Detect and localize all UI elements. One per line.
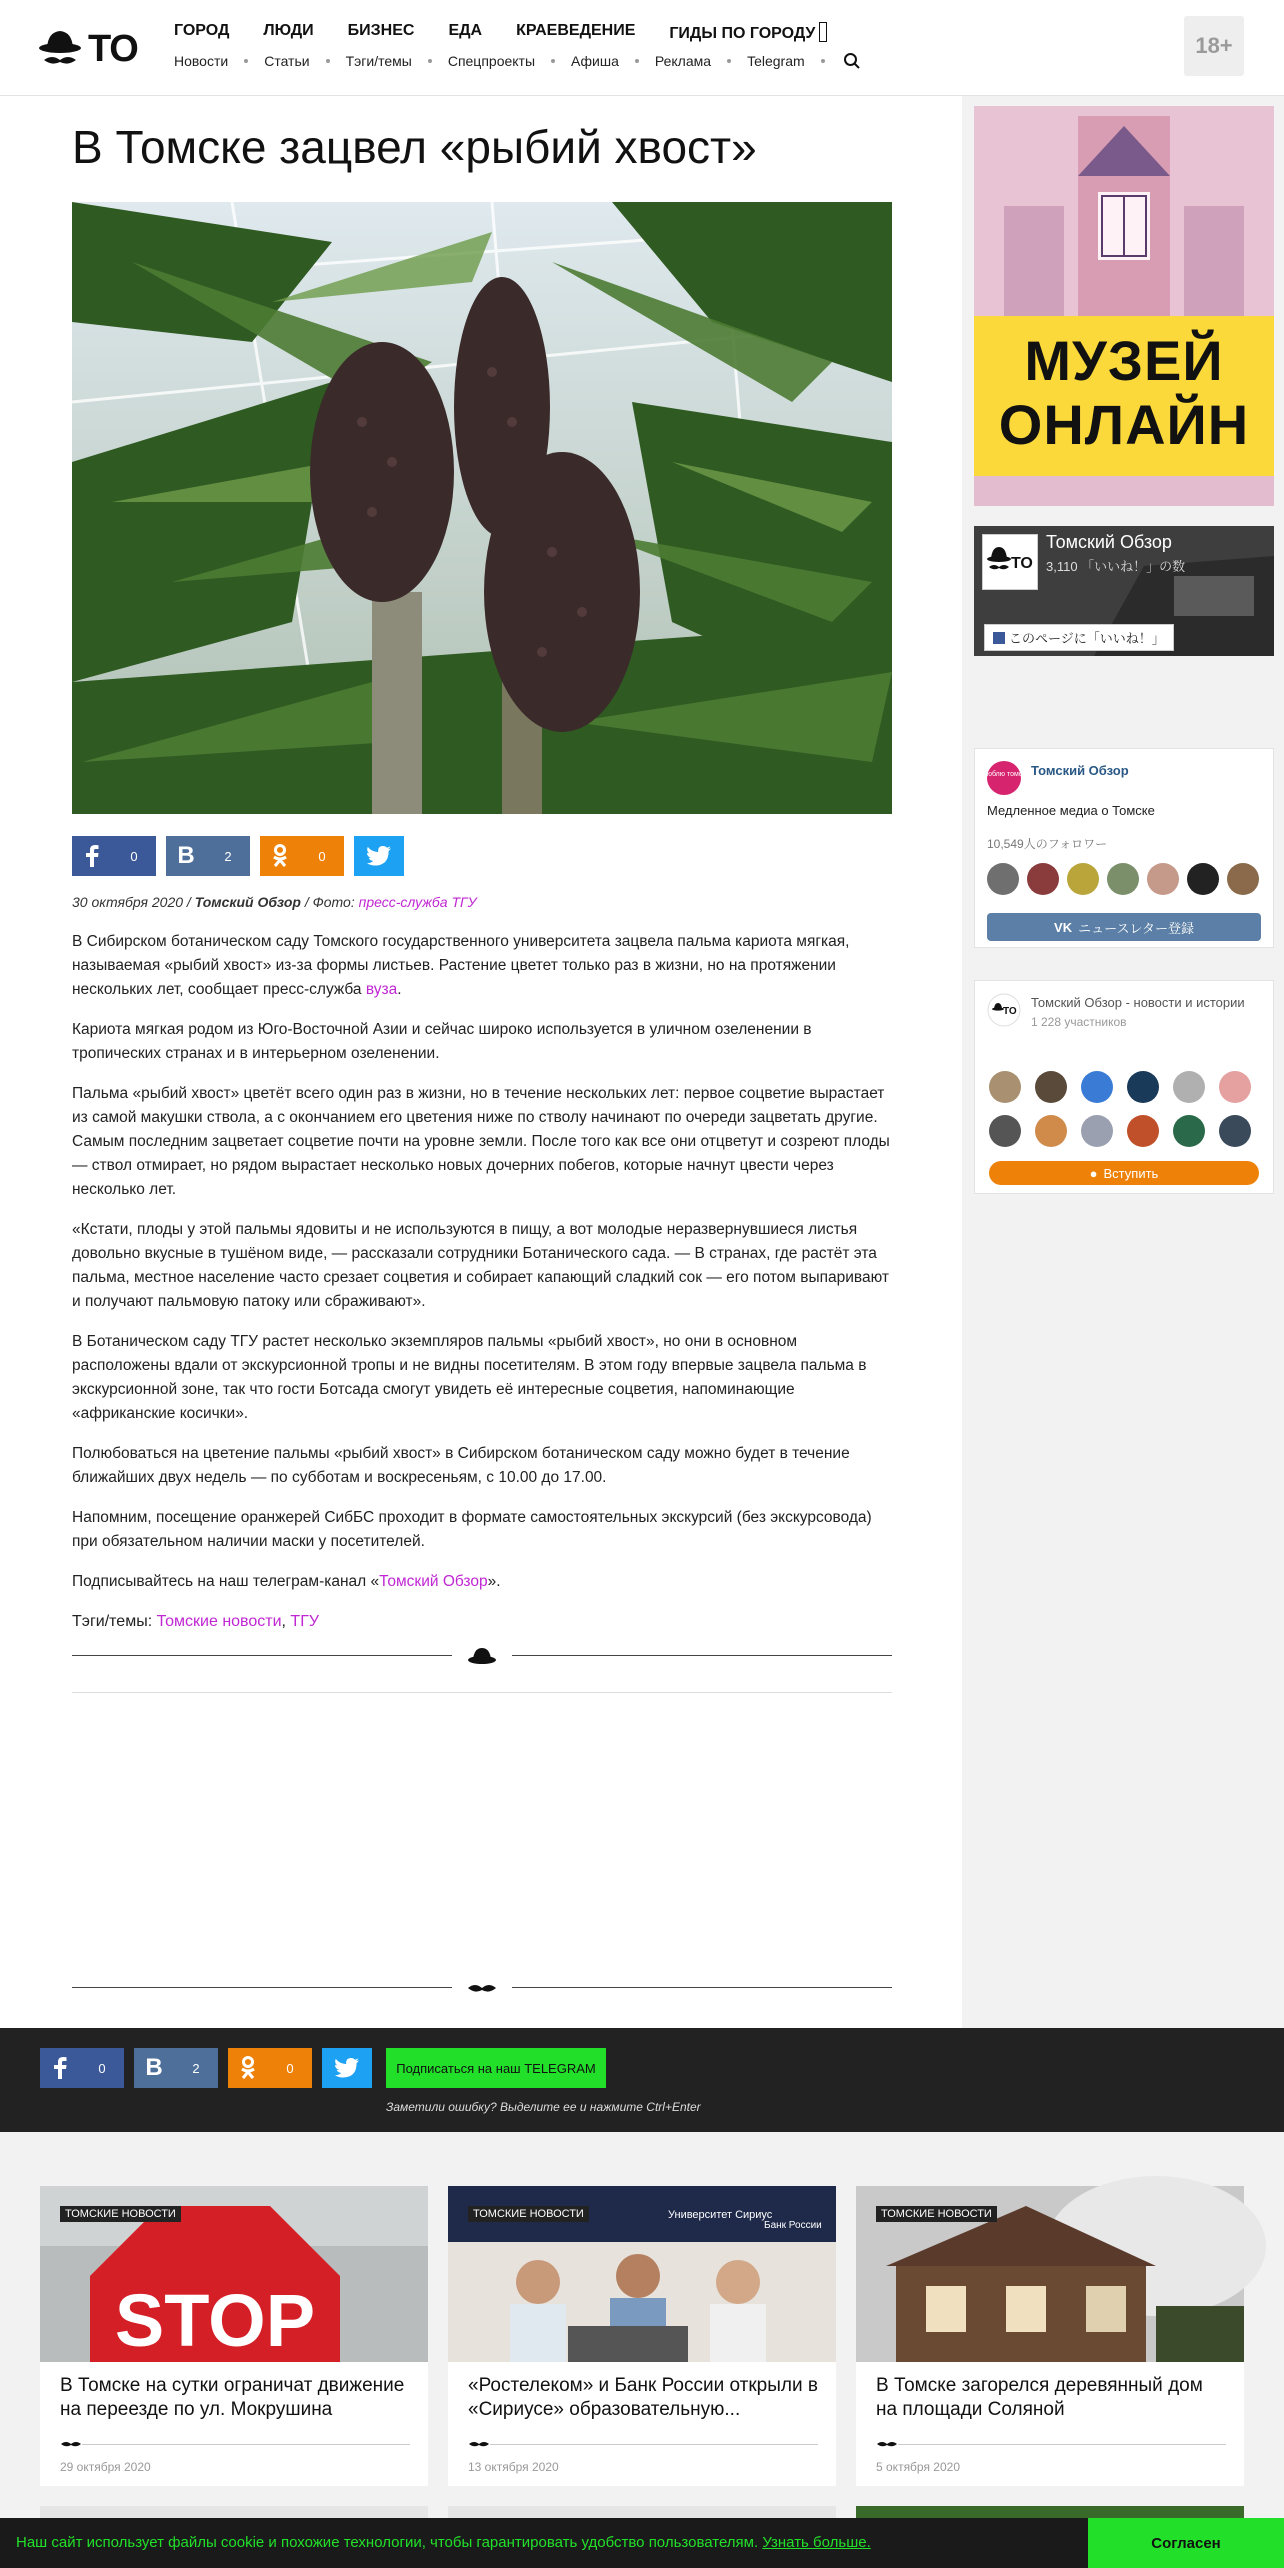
- avatar[interactable]: [1227, 863, 1259, 895]
- nav-dot: [244, 59, 248, 63]
- avatar[interactable]: [989, 1071, 1021, 1103]
- avatar[interactable]: [1173, 1115, 1205, 1147]
- paragraph-8: [72, 1570, 892, 1594]
- site-logo[interactable]: [38, 26, 138, 72]
- paragraph-7: Напомним, посещение оранжерей СибБС проходит в формате самостоятельных экскурсий (без экскурсовода) при обязательном наличии маски у посетителей.: [72, 1509, 872, 1550]
- brand-bank: Банк России: [764, 2220, 822, 2231]
- related-title-3[interactable]: В Томске загорелся деревянный дом на площади Соляной: [876, 2375, 1203, 2420]
- share-footer-bar: [0, 2028, 1284, 2132]
- odnoklassniki-icon: [228, 2048, 268, 2088]
- nav-dot: [326, 59, 330, 63]
- vk-group-widget: [974, 748, 1274, 948]
- related-label-2: ТОМСКИЕ НОВОСТИ: [468, 2206, 589, 2222]
- avatar[interactable]: [1081, 1115, 1113, 1147]
- article-date: 30 октября 2020: [72, 894, 184, 910]
- avatar[interactable]: [1187, 863, 1219, 895]
- nav-dot: [727, 59, 731, 63]
- divider: [468, 2444, 818, 2445]
- ok-member-avatars-row2: [989, 1115, 1251, 1147]
- stop-text: STOP: [114, 2279, 316, 2362]
- related-card-2[interactable]: [448, 2186, 836, 2486]
- mustache-separator: [72, 1976, 892, 2000]
- nav-dot: [428, 59, 432, 63]
- museum-line-1: МУЗЕЙ: [1024, 329, 1224, 392]
- sub-nav: [174, 52, 861, 70]
- avatar[interactable]: [1081, 1071, 1113, 1103]
- vk-count: 2: [192, 2060, 200, 2076]
- share-vk-button[interactable]: [166, 836, 250, 876]
- nav-lyudi[interactable]: ЛЮДИ: [263, 22, 314, 39]
- share-buttons: [72, 836, 404, 876]
- vk-subscribe-button[interactable]: [987, 913, 1261, 941]
- footer-share-vk-button[interactable]: [134, 2048, 218, 2088]
- mustache-icon: [60, 2438, 82, 2450]
- nav-biznes[interactable]: БИЗНЕС: [347, 22, 415, 39]
- paragraph-1: В Сибирском ботаническом саду Томского государственного университета зацвела пальма кариота мягкая, называемая «рыбий хвост» из-за формы листьев. Растение цветет только раз в жизни, но на протяжении нескольких лет, сообщает пресс-служба вуза.: [72, 933, 850, 998]
- ok-member-avatars-row1: [989, 1071, 1251, 1103]
- nav-tegi[interactable]: Тэги/темы: [345, 53, 412, 69]
- vk-group-desc: Медленное медиа о Томске: [987, 803, 1155, 818]
- facebook-count: 0: [98, 2060, 106, 2076]
- photo-source-link[interactable]: пресс-служба ТГУ: [358, 894, 477, 910]
- p8-text: Подписывайтесь на наш телеграм-канал «: [72, 1573, 380, 1590]
- nav-reklama[interactable]: Реклама: [654, 53, 712, 69]
- vk-subscribe-label: ニュースレター登録: [1078, 920, 1194, 936]
- avatar[interactable]: [1035, 1115, 1067, 1147]
- related-label-3: ТОМСКИЕ НОВОСТИ: [876, 2206, 997, 2222]
- vk-group-logo[interactable]: [982, 761, 1026, 795]
- cookie-agree-button[interactable]: Согласен: [1088, 2518, 1284, 2568]
- vk-icon: B: [145, 2054, 163, 2081]
- article-hero-image: [72, 202, 892, 814]
- nav-specproekty[interactable]: Спецпроекты: [447, 53, 536, 69]
- search-icon[interactable]: [843, 52, 861, 70]
- nav-gidy-label: ГИДЫ ПО ГОРОДУ: [669, 25, 816, 42]
- avatar[interactable]: [1219, 1071, 1251, 1103]
- main-nav: [174, 22, 827, 43]
- paragraph-4: «Кстати, плоды у этой пальмы ядовиты и не используются в пищу, а вот молодые неразвернувшиеся листья довольно вкусные в тушёном виде, — рассказали сотрудники Ботанического сада. — В странах, где растёт эта пальма, местное население часто срезает соцветия и собирает капающий сладкий сок — его потом выпаривают и получают пальмовую патоку или сбраживают».: [72, 1221, 889, 1310]
- ok-group-logo[interactable]: [987, 993, 1021, 1027]
- mustache-icon: [467, 1976, 497, 2000]
- ok-count: 0: [286, 2060, 294, 2076]
- article-title: В Томске зацвел «рыбий хвост»: [72, 121, 757, 173]
- cookie-text-wrap: [16, 2534, 871, 2551]
- cookie-learn-more-link[interactable]: Узнать больше.: [762, 2534, 871, 2551]
- logo-text: ТО: [88, 28, 138, 70]
- bracket-icon: [819, 22, 827, 42]
- facebook-icon: [72, 836, 112, 876]
- divider: [876, 2444, 1226, 2445]
- ok-group-widget: [974, 980, 1274, 1194]
- avatar[interactable]: [987, 863, 1019, 895]
- article-meta: 30 октября 2020 / Томский Обзор / Фото: пресс-служба ТГУ: [72, 894, 477, 910]
- p1-text: В Сибирском ботаническом саду Томского государственного университета зацвела пальма кариота мягкая, называемая «рыбий хвост» из-за формы листьев. Растение цветет только раз в жизни, но на протяжении нескольких лет, сообщает пресс-служба: [72, 933, 850, 998]
- nav-gidy[interactable]: [669, 22, 827, 43]
- avatar[interactable]: [989, 1115, 1021, 1147]
- hat-separator: [72, 1644, 892, 1668]
- divider: [72, 1692, 892, 1693]
- paragraph-2: Кариота мягкая родом из Юго-Восточной Азии и сейчас широко используется в уличном озеленении в тропических странах и в интерьерном озеленении.: [72, 1021, 812, 1062]
- nav-kraevedenie[interactable]: КРАЕВЕДЕНИЕ: [516, 22, 636, 39]
- footer-share-twitter-button[interactable]: [322, 2048, 372, 2088]
- related-title-1[interactable]: В Томске на сутки ограничат движение на переезде по ул. Мокрушина: [60, 2375, 405, 2420]
- paragraph-3: Пальма «рыбий хвост» цветёт всего один раз в жизни, но в течение нескольких лет: первое соцветие вырастает из самой макушки ствола, а с окончанием его цветения ниже по стволу начинают по очереди зацветать другие. Самым последним зацветает соцветие почти на уровне земли. После того как все они отцветут и созреют плоды — ствол отмирает, но рядом вырастает несколько новых дочерних побегов, которые начнут цвести через несколько лет.: [72, 1085, 890, 1198]
- avatar[interactable]: [1127, 1071, 1159, 1103]
- related-title-2[interactable]: «Ростелеком» и Банк России открыли в «Сириусе» образовательную...: [468, 2375, 818, 2420]
- vuz-link[interactable]: вуза: [365, 981, 398, 998]
- fb-like-icon: [993, 632, 1005, 644]
- ok-join-label: Вступить: [1103, 1165, 1159, 1181]
- share-facebook-button[interactable]: [72, 836, 156, 876]
- vk-logo-text: люблю томск: [982, 771, 1026, 778]
- footer-share-facebook-button[interactable]: [40, 2048, 124, 2088]
- telegram-subscribe-button[interactable]: Подписаться на наш TELEGRAM: [386, 2048, 606, 2088]
- museum-line-2: ОНЛАЙН: [998, 393, 1250, 456]
- avatar[interactable]: [1035, 1071, 1067, 1103]
- facebook-count: 0: [130, 848, 138, 864]
- telegram-channel-link[interactable]: Томский Обзор: [379, 1573, 488, 1590]
- related-label-1: ТОМСКИЕ НОВОСТИ: [60, 2206, 181, 2222]
- fb-page-name[interactable]: Томский Обзор: [1046, 532, 1172, 552]
- brand-sirius: Университет Сириус: [668, 2209, 773, 2221]
- nav-afisha[interactable]: Афиша: [571, 53, 619, 69]
- svg-text:ТО: ТО: [1011, 555, 1033, 572]
- fb-avatar: [982, 534, 1038, 590]
- footer-share-ok-button[interactable]: [228, 2048, 312, 2088]
- vk-icon: B: [177, 842, 195, 869]
- ok-group-name[interactable]: Томский Обзор - новости и истории: [1031, 995, 1245, 1010]
- ok-members: 1 228 участников: [1031, 1015, 1127, 1029]
- avatar[interactable]: [1127, 1115, 1159, 1147]
- facebook-icon: [40, 2048, 80, 2088]
- paragraph-6: Полюбоваться на цветение пальмы «рыбий хвост» в Сибирском ботаническом саду можно будет в течение ближайших двух недель — по субботам и воскресеньям, с 10.00 до 17.00.: [72, 1445, 850, 1486]
- cookie-text: Наш сайт использует файлы cookie и похожие технологии, чтобы гарантировать удобство пользователям.: [16, 2534, 763, 2551]
- share-twitter-button[interactable]: [354, 836, 404, 876]
- vk-group-name[interactable]: Томский Обзор: [1031, 763, 1129, 778]
- hat-mustache-logo-icon: [38, 26, 84, 72]
- site-header: [0, 0, 1284, 96]
- avatar[interactable]: [1173, 1071, 1205, 1103]
- related-date-1: 29 октября 2020: [60, 2460, 151, 2474]
- logo-hat-icon: [983, 535, 1037, 589]
- share-ok-button[interactable]: [260, 836, 344, 876]
- palm-photo: [72, 202, 892, 814]
- avatar[interactable]: [1219, 1115, 1251, 1147]
- nav-dot: [635, 59, 639, 63]
- museum-online-banner[interactable]: [974, 106, 1274, 506]
- sidebar: [962, 96, 1284, 2028]
- twitter-icon: [367, 846, 391, 866]
- twitter-icon: [335, 2058, 359, 2078]
- nav-telegram[interactable]: Telegram: [747, 53, 805, 69]
- hat-icon: [467, 1644, 497, 1668]
- related-date-3: 5 октября 2020: [876, 2460, 960, 2474]
- nav-gorod[interactable]: ГОРОД: [174, 22, 230, 39]
- photo-label: Фото:: [312, 894, 355, 910]
- vk-followers: 10,549人のフォロワー: [987, 837, 1108, 851]
- article-body: [72, 930, 892, 1634]
- paragraph-5: В Ботаническом саду ТГУ растет несколько экземпляров пальмы «рыбий хвост», но они в основном расположены вдали от экскурсионной тропы и не видны посетителям. В этом году впервые зацвела пальма в экскурсионной зоне, так что гости Ботсада смогут увидеть её интересные соцветия, напоминающие «африканские косички».: [72, 1333, 867, 1422]
- article-author[interactable]: Томский Обзор: [194, 894, 301, 910]
- related-card-3[interactable]: [856, 2186, 1244, 2486]
- error-report-hint: Заметили ошибку? Выделите ее и нажмите Ctrl+Enter: [386, 2100, 701, 2114]
- fb-like-count: 3,110 「いいね！」の数: [1046, 559, 1186, 574]
- vk-small-icon: VK: [1054, 919, 1073, 935]
- svg-text:ТО: ТО: [1003, 1006, 1017, 1017]
- mustache-icon: [876, 2438, 898, 2450]
- avatar[interactable]: [1067, 863, 1099, 895]
- avatar[interactable]: [1107, 863, 1139, 895]
- age-badge: 18+: [1184, 16, 1244, 76]
- related-articles: [0, 2132, 1284, 2568]
- tag-tomsk-news[interactable]: Томские новости: [156, 1613, 282, 1630]
- fb-like-label: このページに「いいね！」: [1009, 631, 1165, 646]
- fb-like-button[interactable]: [984, 624, 1174, 651]
- tags-label: Тэги/темы:: [72, 1613, 153, 1630]
- related-date-2: 13 октября 2020: [468, 2460, 559, 2474]
- ok-join-button[interactable]: [989, 1161, 1259, 1185]
- avatar[interactable]: [1027, 863, 1059, 895]
- related-card-1[interactable]: [40, 2186, 428, 2486]
- ok-small-icon: ●: [1089, 1165, 1098, 1181]
- p8-end: ».: [487, 1573, 501, 1590]
- footer-share-buttons: [40, 2048, 372, 2088]
- cookie-banner: [0, 2518, 1284, 2568]
- nav-dot: [551, 59, 555, 63]
- mustache-icon: [468, 2438, 490, 2450]
- nav-novosti[interactable]: Новости: [174, 53, 229, 69]
- vk-follower-avatars: [987, 863, 1259, 895]
- odnoklassniki-icon: [260, 836, 300, 876]
- nav-dot: [821, 59, 825, 63]
- nav-eda[interactable]: ЕДА: [448, 22, 483, 39]
- tag-tgu[interactable]: ТГУ: [290, 1613, 320, 1630]
- facebook-page-widget[interactable]: [974, 526, 1274, 656]
- divider: [60, 2444, 410, 2445]
- ok-count: 0: [318, 848, 326, 864]
- avatar[interactable]: [1147, 863, 1179, 895]
- article-tags: Тэги/темы: Томские новости, ТГУ: [72, 1613, 320, 1630]
- nav-stati[interactable]: Статьи: [264, 53, 310, 69]
- vk-count: 2: [224, 848, 232, 864]
